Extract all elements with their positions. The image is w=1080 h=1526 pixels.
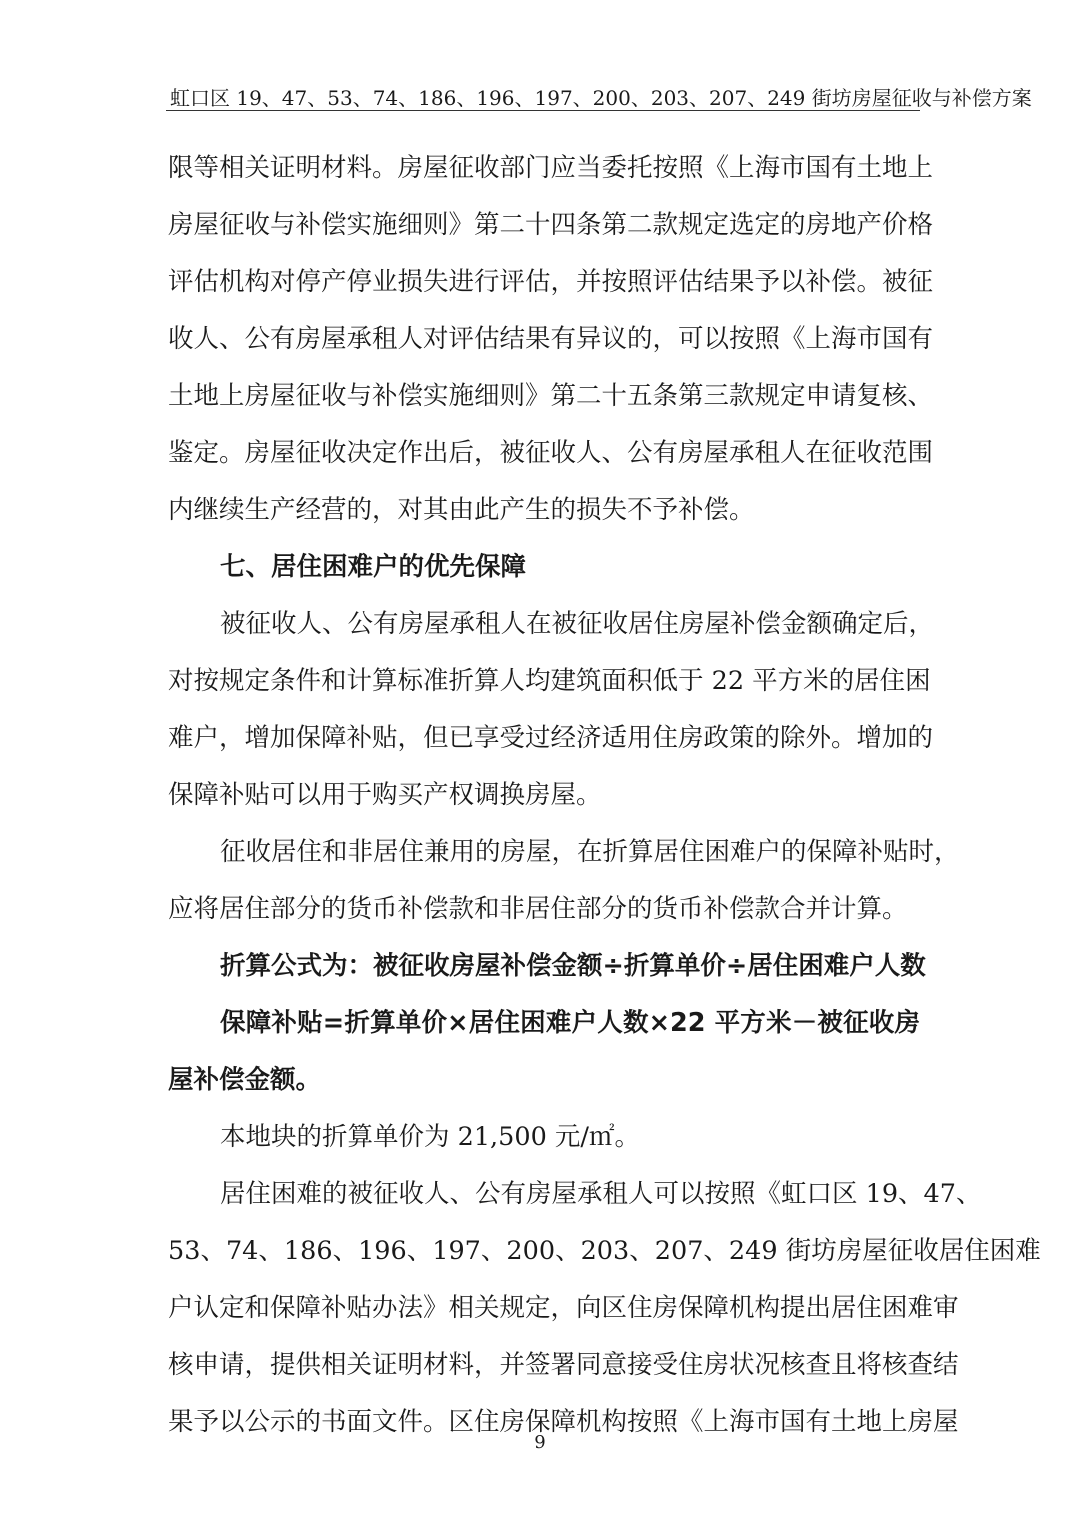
section-heading: 七、居住困难户的优先保障 (220, 552, 527, 582)
text-line: 户认定和保障补贴办法》相关规定，向区住房保障机构提出居住困难审 (168, 1293, 959, 1323)
text-line: 保障补贴可以用于购买产权调换房屋。 (168, 780, 602, 810)
paragraph-mixed-use (168, 824, 960, 938)
text-line: 征收居住和非居住兼用的房屋，在折算居住困难户的保障补贴时， (220, 837, 960, 867)
text-line: 应将居住部分的货币补偿款和非居住部分的货币补偿款合并计算。 (168, 894, 908, 924)
text-line: 土地上房屋征收与补偿实施细则》第二十五条第三款规定申请复核、 (168, 381, 934, 411)
text-line: 房屋征收与补偿实施细则》第二十四条第二款规定选定的房地产价格 (168, 210, 934, 240)
formula-subsidy (168, 995, 920, 1109)
header-divider (166, 110, 920, 111)
unit-price-statement: 本地块的折算单价为 21,500 元/㎡。 (220, 1122, 641, 1152)
running-header: 虹口区 19、47、53、74、186、196、197、200、203、207、249 街坊房屋征收与补偿方案 (170, 86, 1032, 110)
formula-conversion: 折算公式为：被征收房屋补偿金额÷折算单价÷居住困难户人数 (220, 951, 926, 981)
text-line: 被征收人、公有房屋承租人在被征收居住房屋补偿金额确定后， (220, 609, 935, 639)
page-body (168, 140, 1041, 1451)
text-line: 果予以公示的书面文件。区住房保障机构按照《上海市国有土地上房屋 (168, 1407, 959, 1437)
paragraph-guarantee (168, 596, 935, 824)
paragraph-application (168, 1166, 1041, 1451)
text-line: 核申请，提供相关证明材料，并签署同意接受住房状况核查且将核查结 (168, 1350, 959, 1380)
text-line: 鉴定。房屋征收决定作出后，被征收人、公有房屋承租人在征收范围 (168, 438, 934, 468)
text-line: 评估机构对停产停业损失进行评估，并按照评估结果予以补偿。被征 (168, 267, 934, 297)
text-line: 难户，增加保障补贴，但已享受过经济适用住房政策的除外。增加的 (168, 723, 934, 753)
text-line: 居住困难的被征收人、公有房屋承租人可以按照《虹口区 19、47、 (220, 1179, 982, 1209)
text-line: 限等相关证明材料。房屋征收部门应当委托按照《上海市国有土地上 (168, 153, 934, 183)
text-line: 保障补贴=折算单价×居住困难户人数×22 平方米－被征收房 (220, 1008, 920, 1038)
text-line: 对按规定条件和计算标准折算人均建筑面积低于 22 平方米的居住困 (168, 666, 931, 696)
page-number: 9 (534, 1432, 546, 1453)
text-line: 53、74、186、196、197、200、203、207、249 街坊房屋征收居住困难 (168, 1236, 1041, 1266)
text-line: 屋补偿金额。 (168, 1065, 322, 1095)
text-line: 收人、公有房屋承租人对评估结果有异议的，可以按照《上海市国有 (168, 324, 934, 354)
text-line: 内继续生产经营的，对其由此产生的损失不予补偿。 (168, 495, 755, 525)
paragraph-continuation (168, 140, 934, 539)
